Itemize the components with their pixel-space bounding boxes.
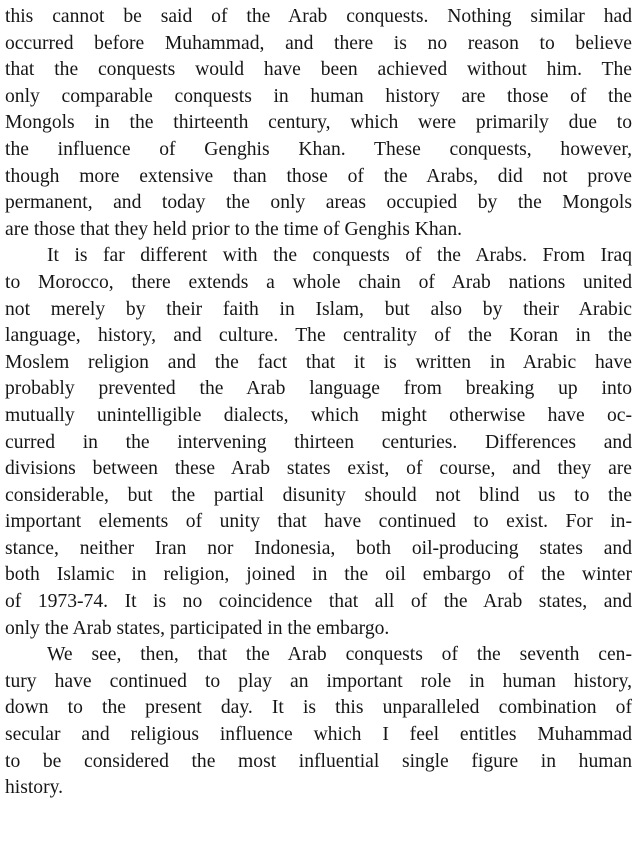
- paragraph-conclusion: [5, 642, 632, 802]
- text-line: considerable, but the partial disunity should not blind us to the: [5, 484, 632, 506]
- text-line: of 1973-74. It is no coincidence that all of the Arab states, and: [5, 591, 632, 613]
- text-line: to be considered the most influential single figure in human: [5, 750, 632, 772]
- text-line: It is far different with the conquests of the Arabs. From Iraq: [47, 245, 632, 267]
- paragraph-arab-conquests-mongols: [5, 4, 632, 243]
- text-line: tury have continued to play an important role in human history,: [5, 670, 632, 692]
- text-line: permanent, and today the only areas occupied by the Mongols: [5, 192, 632, 214]
- text-line: though more extensive than those of the Arabs, did not prove: [5, 165, 632, 187]
- text-line: down to the present day. It is this unparalleled combination of: [5, 697, 632, 719]
- text-line: language, history, and culture. The centrality of the Koran in the: [5, 325, 632, 347]
- text-line: important elements of unity that have continued to exist. For in-: [5, 511, 632, 533]
- text-line: divisions between these Arab states exist, of course, and they are: [5, 458, 632, 480]
- paragraph-arab-unity: [5, 243, 632, 642]
- text-line: to Morocco, there extends a whole chain of Arab nations united: [5, 271, 632, 293]
- text-line: only the Arab states, participated in the embargo.: [5, 617, 390, 639]
- text-line: not merely by their faith in Islam, but also by their Arabic: [5, 298, 632, 320]
- text-line: stance, neither Iran nor Indonesia, both oil-producing states and: [5, 537, 632, 559]
- text-line: Mongols in the thirteenth century, which were primarily due to: [5, 112, 632, 134]
- text-line: mutually unintelligible dialects, which might otherwise have oc-: [5, 404, 632, 426]
- text-line: history.: [5, 777, 64, 799]
- text-line: are those that they held prior to the time of Genghis Khan.: [5, 218, 463, 240]
- text-line: Moslem religion and the fact that it is written in Arabic have: [5, 351, 632, 373]
- text-line: probably prevented the Arab language from breaking up into: [5, 378, 632, 400]
- text-line: We see, then, that the Arab conquests of the seventh cen-: [47, 644, 632, 666]
- text-line: occurred before Muhammad, and there is no reason to believe: [5, 32, 632, 54]
- text-line: the influence of Genghis Khan. These conquests, however,: [5, 138, 632, 160]
- text-line: secular and religious influence which I feel entitles Muhammad: [5, 724, 632, 746]
- text-line: both Islamic in religion, joined in the oil embargo of the winter: [5, 564, 632, 586]
- document-page: [5, 4, 632, 802]
- text-line: this cannot be said of the Arab conquests. Nothing similar had: [5, 6, 632, 27]
- text-line: that the conquests would have been achieved without him. The: [5, 59, 632, 81]
- text-line: curred in the intervening thirteen centuries. Differences and: [5, 431, 632, 453]
- text-line: only comparable conquests in human history are those of the: [5, 85, 632, 107]
